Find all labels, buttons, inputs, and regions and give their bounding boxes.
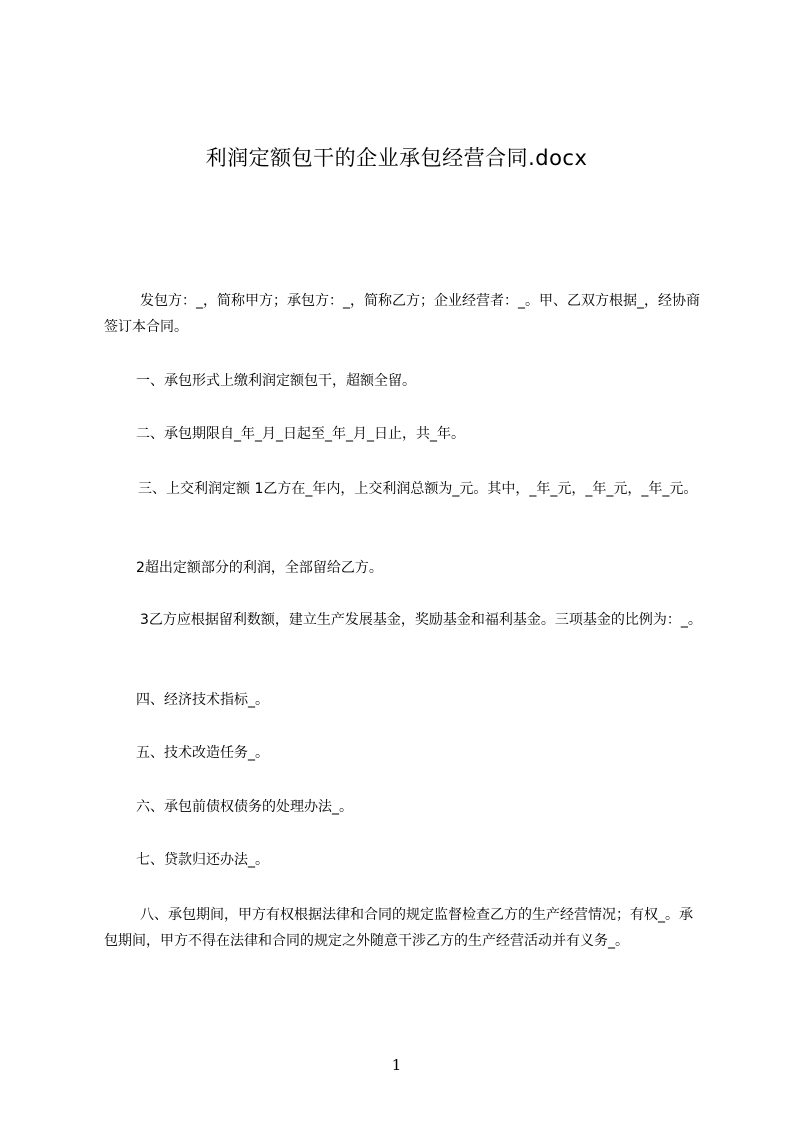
paragraph-clause-3: 三、上交利润定额 1乙方在_年内，上交利润总额为_元。其中，_年_元，_年_元，_年_元。 [138, 481, 698, 497]
paragraph-clause-2: 二、承包期限自_年_月_日起至_年_月_日止，共_年。 [136, 426, 465, 442]
page-number: 1 [391, 1056, 402, 1074]
paragraph-clause-6: 六、承包前债权债务的处理办法_。 [136, 799, 353, 815]
paragraph-parties: 发包方：_，简称甲方；承包方：_，简称乙方；企业经营者：_。甲、乙双方根据_，经协商签订本合同。 [104, 293, 700, 335]
paragraph-clause-3-item-2: 2超出定额部分的利润，全部留给乙方。 [136, 560, 383, 576]
paragraph-clause-8: 八、承包期间，甲方有权根据法律和合同的规定监督检查乙方的生产经营情况；有权_。承包期间，甲方不得在法律和合同的规定之外随意干涉乙方的生产经营活动并有义务_。 [104, 907, 693, 949]
paragraph-clause-1: 一、承包形式上缴利润定额包干，超额全留。 [136, 373, 416, 389]
paragraph-clause-5: 五、技术改造任务_。 [136, 745, 269, 761]
paragraph-clause-3-item-3: 3乙方应根据留利数额，建立生产发展基金，奖励基金和福利基金。三项基金的比例为：_。 [140, 612, 702, 628]
document-title: 利润定额包干的企业承包经营合同.docx [205, 146, 588, 170]
paragraph-clause-4: 四、经济技术指标_。 [136, 692, 269, 708]
paragraph-clause-7: 七、贷款归还办法_。 [136, 852, 269, 868]
